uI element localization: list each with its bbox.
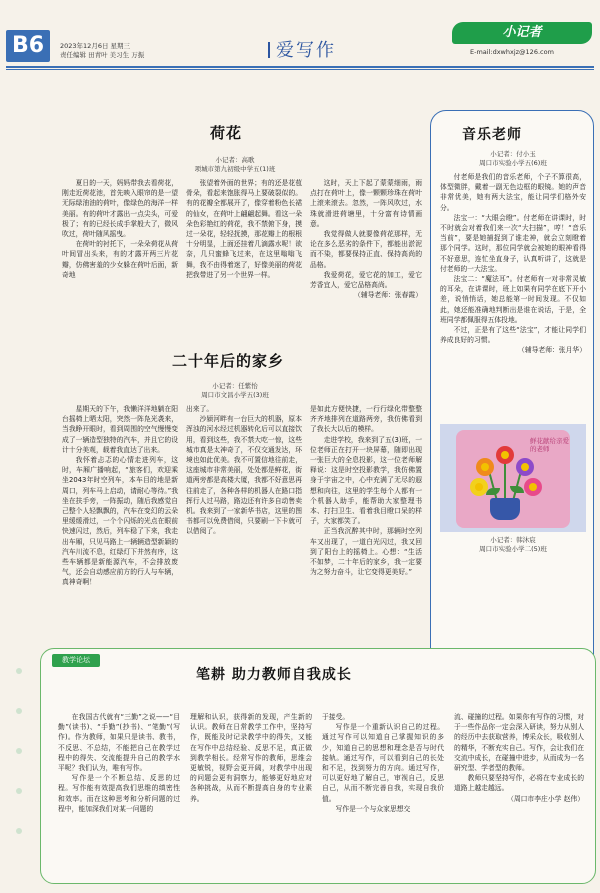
paragraph: 我爱荷花，爱它花的加工，爱它芳香宜人，爱它品格高尚。 (310, 270, 422, 290)
paragraph: 正当我沉醉其中时，那辆时空列车又出现了，一道白光闪过，我又回到了阳台上的摇椅上。心想：“生活不如梦，二十年后的家乡，我一定要为之努力奋斗，让它变得更美好。” (310, 527, 422, 577)
article-title-forum: 笔耕 助力教师自我成长 (196, 667, 352, 683)
section-title (262, 36, 336, 62)
article-column (322, 712, 444, 878)
date-line: 2023年12月6日 星期三 (60, 42, 131, 50)
paragraph: 夏日的一天，妈妈带我去看荷花，刚走近荷花池，首先映入眼帘的是一望无际绿油油的荷叶，像绿色的海洋一样美丽。有的荷叶才露出一点尖头，可爱极了；有的已经长成手掌般大了，微风吹过，荷叶随风摇曳。 (62, 179, 178, 239)
author: 小记者：高歌 (215, 156, 255, 164)
article-column (186, 404, 302, 640)
article-column (440, 172, 586, 418)
paragraph: 我觉得做人就要像荷花那样，无论在多么恶劣的条件下，都能出淤泥而不染，都要保持正直、保持高尚的品格。 (310, 230, 422, 269)
paragraph: 流、碰撞的过程。如果你有写作的习惯，对于一些作品你一定会深入研读，努力从别人的经历中去获取营养，博采众长，吸收别人的精华，不断充实自己。写作，会让我们在交流中成长，在碰撞中进步，从而成为一名研究型、学者型的教师。 (454, 713, 584, 773)
paragraph: （辅导老师：张春霞） (354, 291, 422, 300)
article-column (310, 404, 422, 640)
paragraph: 付老师是我们的音乐老师，个子不算很高，体型微胖，戴着一副无色边框的眼镜。她的声音非常优美，她有两大法宝，能让同学们格外安分。 (440, 173, 586, 212)
paragraph: 是如此方便快捷，一行行绿化带整整齐齐地排列在道路两旁，我仿佛看到了我长大以后的模样。 (310, 405, 422, 434)
decor-dot (16, 828, 22, 834)
author: 小记者：任紫怡 (212, 382, 258, 390)
school: 周口市实验小学二(5)班 (479, 545, 547, 553)
article-title-music-teacher: 音乐老师 (462, 127, 522, 143)
article-column (454, 712, 584, 878)
forum-tag: 教学论坛 (52, 654, 100, 667)
school: 周口市文昌小学五(3)班 (201, 391, 269, 399)
paragraph: 这时，天上下起了蒙蒙细雨，雨点打在荷叶上，像一颗颗珍珠在荷叶上滚来滚去。忽然，一阵风吹过，水珠就滑进荷塘里，十分富有诗情画意。 (310, 179, 422, 228)
header-rule (6, 66, 594, 68)
byline-lotus (160, 156, 310, 174)
decor-dot (16, 708, 22, 714)
paragraph: 走进学校，我来到了五(3)班，一位老师正在打开一块屏幕，随即出现一张巨大的全息投影，这一位老师解释说：这是时空投影教学，我仿佛置身于宇宙之中，心中充满了无尽的遐想和向往，这里的学生每个人都有一个机器人助手，能帮助大家整理书本、打扫卫生、看着我目瞪口呆的样子，大家都笑了。 (310, 435, 422, 526)
article-column (190, 712, 312, 878)
paragraph: 法宝二：“魔法耳”。付老师有一对非常灵敏的耳朵，在讲课时，班上如果有同学在底下开小差，说悄悄话，她总能第一时间发现。不仅如此，她还能准确地判断出是谁在说话，于是，全班同学都佩服得五体投地。 (440, 275, 586, 324)
header-rule-thin (6, 69, 594, 70)
decor-dot (16, 788, 22, 794)
artwork-caption (440, 536, 586, 554)
byline-hometown (155, 382, 315, 400)
flower-icon (496, 446, 514, 464)
paragraph: 法宝一：“大眼会瞪”。付老师在讲课时，时不时就会对着我们来一次“大扫描”，哼！“音乐当前”，要是她捕捉到了谁走神，就会立刻瞪着那个同学。这时，那位同学就会被她的眼神看得不好意思，连忙坐直身子，认真听讲了，这就是付老师的一大法宝。 (440, 213, 586, 273)
article-column (186, 178, 302, 330)
paragraph: 在荷叶的衬托下，一朵朵荷花从荷叶间冒出头来，有的才露开两三片花瓣，仿佛害羞的少女躲在荷叶后面，新奇地 (62, 240, 178, 279)
article-title-lotus: 荷花 (210, 124, 243, 142)
page-number: B6 (6, 30, 50, 62)
paragraph: （辅导老师：张月华） (518, 346, 586, 355)
divider (268, 42, 270, 58)
article-column (62, 178, 178, 330)
vase-icon (490, 498, 520, 520)
byline-music-teacher (440, 150, 586, 168)
school: 项城市第九初级中学五(1)班 (194, 165, 276, 173)
paragraph: 写作是一个不断总结、反思的过程。写作能有效提高我们思维的缜密性和效率。而在这种思考和分析问题的过程中，能加深我们对某一问题的 (58, 774, 180, 813)
paragraph: 沙颍河畔有一台巨大的机器，原本浑浊的河水经过机器转化后可以直接饮用，看到这些，我不禁大吃一惊，这些城市真是太神奇了，不仅交通发达，环境也如此优美。我不可置信地往前走，这座城市非常美丽，处处都是鲜花，街道两旁都是高楼大厦，我都不好意思再往前走了，各种各样的机器人在路口指挥行人过马路，路边还有许多自动售卖机。我来到了一家新华书店，这里的图书都可以免费借阅，只要刷一下卡就可以借阅了。 (186, 415, 302, 536)
issue-date (60, 42, 180, 60)
flower-icon (476, 458, 494, 476)
flower-stem (504, 462, 506, 502)
page-header (0, 0, 600, 70)
paragraph: （周口市李庄小学 赵伟） (507, 794, 584, 803)
paragraph: 写作是一个重新认识自己的过程。通过写作可以知道自己掌握知识的多少，知道自己的思想和理念是否与时代接轨。通过写作，可以看到自己的长处和不足，找到努力的方向。通过写作，可以更好地了解自己，审视自己，反思自己，从而不断完善自我，实现自我价值。 (322, 723, 444, 803)
brand-logo: 小记者 (452, 22, 592, 44)
paragraph: 在我国古代就有“三勤”之说——“目勤”(读书)、“手勤”(抄书)、“笔勤”(写作)。作为教师，如果只是读书、教书，不反思、不总结，不能把自己在教学过程中的得失、交流能提升自己的教学水平呢？我们认为，唯有写作。 (58, 713, 180, 773)
paragraph: 出来了。 (186, 405, 214, 413)
flower-icon (524, 478, 542, 496)
artwork-handwriting: 鲜花献给亲爱的老师 (530, 437, 569, 453)
contact-email[interactable]: E-mail:dxwhxjz@126.com (470, 48, 554, 56)
paragraph: 写作是一个与众家思想交 (335, 804, 411, 813)
author: 小记者：付小玉 (490, 150, 536, 158)
flower-icon (516, 458, 534, 476)
paragraph: 星期天的下午，我懒洋洋地躺在阳台摇椅上晒太阳，突然一阵凫光袭来，当我睁开眼时，看到周围的空气慢慢变成了一辆造型独特的汽车，并且它的设计十分美观，载着我直达了出来。 (62, 405, 178, 454)
paragraph: 于接受。 (322, 713, 350, 721)
school: 周口市实验小学五(6)班 (479, 159, 547, 167)
article-column (310, 178, 422, 330)
paragraph: 教师只要坚持写作，必将在专业成长的道路上越走越远。 (454, 774, 584, 793)
article-title-hometown: 二十年后的家乡 (172, 352, 285, 370)
article-column (62, 404, 178, 640)
artist: 小记者：韩沐宸 (490, 536, 536, 544)
editor-line: 责任编辑 田青叶 美习生 万振 (60, 51, 145, 59)
section-label: 爱写作 (276, 40, 336, 61)
article-column (58, 712, 180, 878)
decor-dot (16, 668, 22, 674)
paragraph: 我怀着忐忑的心情走进列车，这时，车厢广播响起，“旅客们，欢迎乘坐2043年时空列车，本车目的地是新周口，列车马上启动，请耐心等待。”我坐在扶手旁，一阵振动，随后我感觉自己整个人轻飘飘的，汽车在变幻的云朵里缓缓滑过，一个个闪烁的光点在眼前快速闪过，然后，列车稳了下来，我走出车厢，只见马路上一辆辆造型新颖的汽车川流不息，红绿灯下井然有序，这些车辆都是新能源汽车，不会排放废气，还会自动感应前方的行人与车辆，真神奇啊！ (62, 456, 178, 587)
paragraph: 不过，正是有了这些“法宝”，才能让同学们养成良好的习惯。 (440, 326, 586, 345)
paragraph: 理解和认识，获得新的发现，产生新的认识。教师在日常教学工作中，坚持写作，既能及时记录教学中的得失，又能在写作中总结经验、反思不足，真正做到教学相长。经常写作的教师，思维会更敏锐，视野会更开阔，对教学中出现的问题会更有洞察力，能够更好地应对各种挑战，从而不断提高自身的专业素养。 (190, 713, 312, 803)
paragraph: 张望着外面的世界；有的还是花苞骨朵，看起来饱胀得马上要破裂似的。有的花瓣全都展开了，像穿着粉色长裙的仙女，在荷叶上翩翩起舞。看这一朵朵色彩艳红的荷花，我不禁俯下身，摸过一朵花，轻轻抚摸，那花瓣上的根根十分明显，上面还挂着几滴露水呢！欲奈，几只蜜蜂飞过来，在这里嗡嗡飞舞，我不由得着迷了，好像美丽的荷花把我带进了另一个世界一样。 (186, 179, 302, 279)
decorative-strip (8, 648, 34, 884)
decor-dot (16, 748, 22, 754)
